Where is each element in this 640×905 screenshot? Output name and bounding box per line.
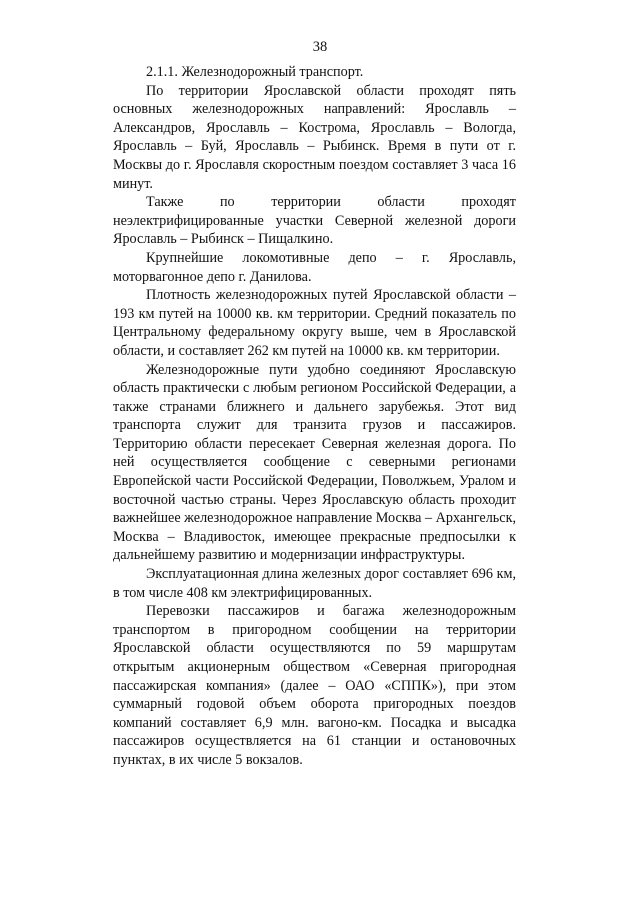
paragraph-operational-length: Эксплуатационная длина железных дорог составляет 696 км, в том числе 408 км электрифицированных. (113, 566, 516, 601)
section-body (113, 63, 516, 770)
paragraph-non-electrified-sections: Также по территории области проходят неэлектрифицированные участки Северной железной дороги Ярославль – Рыбинск – Пищалкино. (113, 194, 516, 248)
section-heading: 2.1.1. Железнодорожный транспорт. (146, 64, 364, 80)
page-number: 38 (312, 39, 328, 55)
paragraph-track-density: Плотность железнодорожных путей Ярославской области – 193 км путей на 10000 кв. км территории. Средний показатель по Центральному федеральному округу выше, чем в Ярославской области, и составляет 262 км путей на 10000 кв. км территории. (113, 287, 516, 359)
paragraph-depots: Крупнейшие локомотивные депо – г. Ярославль, моторвагонное депо г. Данилова. (113, 249, 516, 285)
paragraph-railway-directions: По территории Ярославской области проходят пять основных железнодорожных направлений: Ярославль – Александров, Ярославль – Кострома, Ярославль – Вологда, Ярославль – Буй, Ярославль – Рыбинск. Время в пути от г. Москвы до г. Ярославля скоростным поездом составляет 3 часа 16 минут. (113, 82, 516, 192)
paragraph-connections: Железнодорожные пути удобно соединяют Ярославскую область практически с любым регионом Российской Федерации, а также странами ближнего и дальнего зарубежья. Этот вид транспорта служит для транзита грузов и пассажиров. Территорию области пересекает Северная железная дорога. По ней осуществляется сообщение с северными регионами Европейской части Российской Федерации, Поволжьем, Уралом и восточной частью страны. Через Ярославскую область проходит важнейшее железнодорожное направление Москва – Архангельск, Москва – Владивосток, имеющее прекрасные предпосылки к дальнейшему развитию и модернизации инфраструктуры. (113, 361, 517, 564)
paragraph-passenger-transport: Перевозки пассажиров и багажа железнодорожным транспортом в пригородном сообщении на территории Ярославской области осуществляются по 59 маршрутам открытым акционерным обществом «Северная пригородная пассажирская компания» (далее – ОАО «СППК»), при этом суммарный годовой объем оборота пригородных поездов компаний составляет 6,9 млн. вагоно-км. Посадка и высадка пассажиров осуществляется на 61 станции и остановочных пунктах, в их числе 5 вокзалов. (113, 603, 516, 768)
